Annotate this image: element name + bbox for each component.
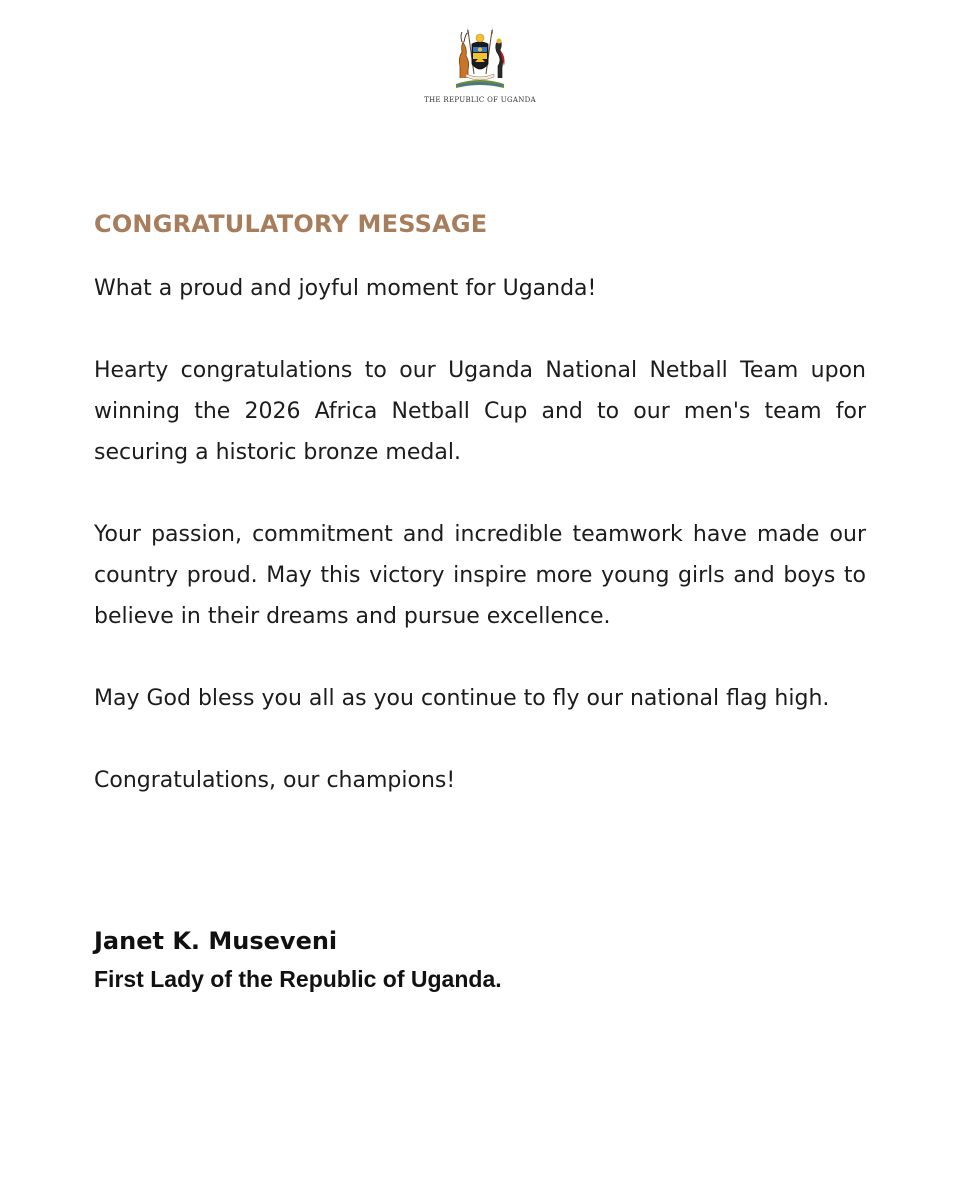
paragraph-congratulations: Hearty congratulations to our Uganda National Netball Team upon winning the 2026 Africa Netball Cup and to our men's team for securing a historic bronze medal.: [94, 358, 866, 465]
signatory-name: Janet K. Museveni: [94, 927, 338, 955]
letterhead: [0, 26, 960, 104]
paragraph-blessing: May God bless you all as you continue to fly our national flag high.: [94, 686, 830, 711]
paragraph-closing: Congratulations, our champions!: [94, 768, 456, 793]
paragraph-opening: What a proud and joyful moment for Uganda!: [94, 276, 597, 301]
message-body: [94, 204, 866, 801]
uganda-coat-of-arms-icon: [448, 26, 512, 92]
signature-block: [94, 922, 866, 998]
signatory-title: First Lady of the Republic of Uganda.: [94, 966, 502, 992]
message-heading: CONGRATULATORY MESSAGE: [94, 210, 488, 238]
paragraph-inspiration: Your passion, commitment and incredible teamwork have made our country proud. May this victory inspire more young girls and boys to believe in their dreams and pursue excellence.: [94, 522, 866, 629]
emblem-caption: THE REPUBLIC OF UGANDA: [424, 96, 536, 104]
